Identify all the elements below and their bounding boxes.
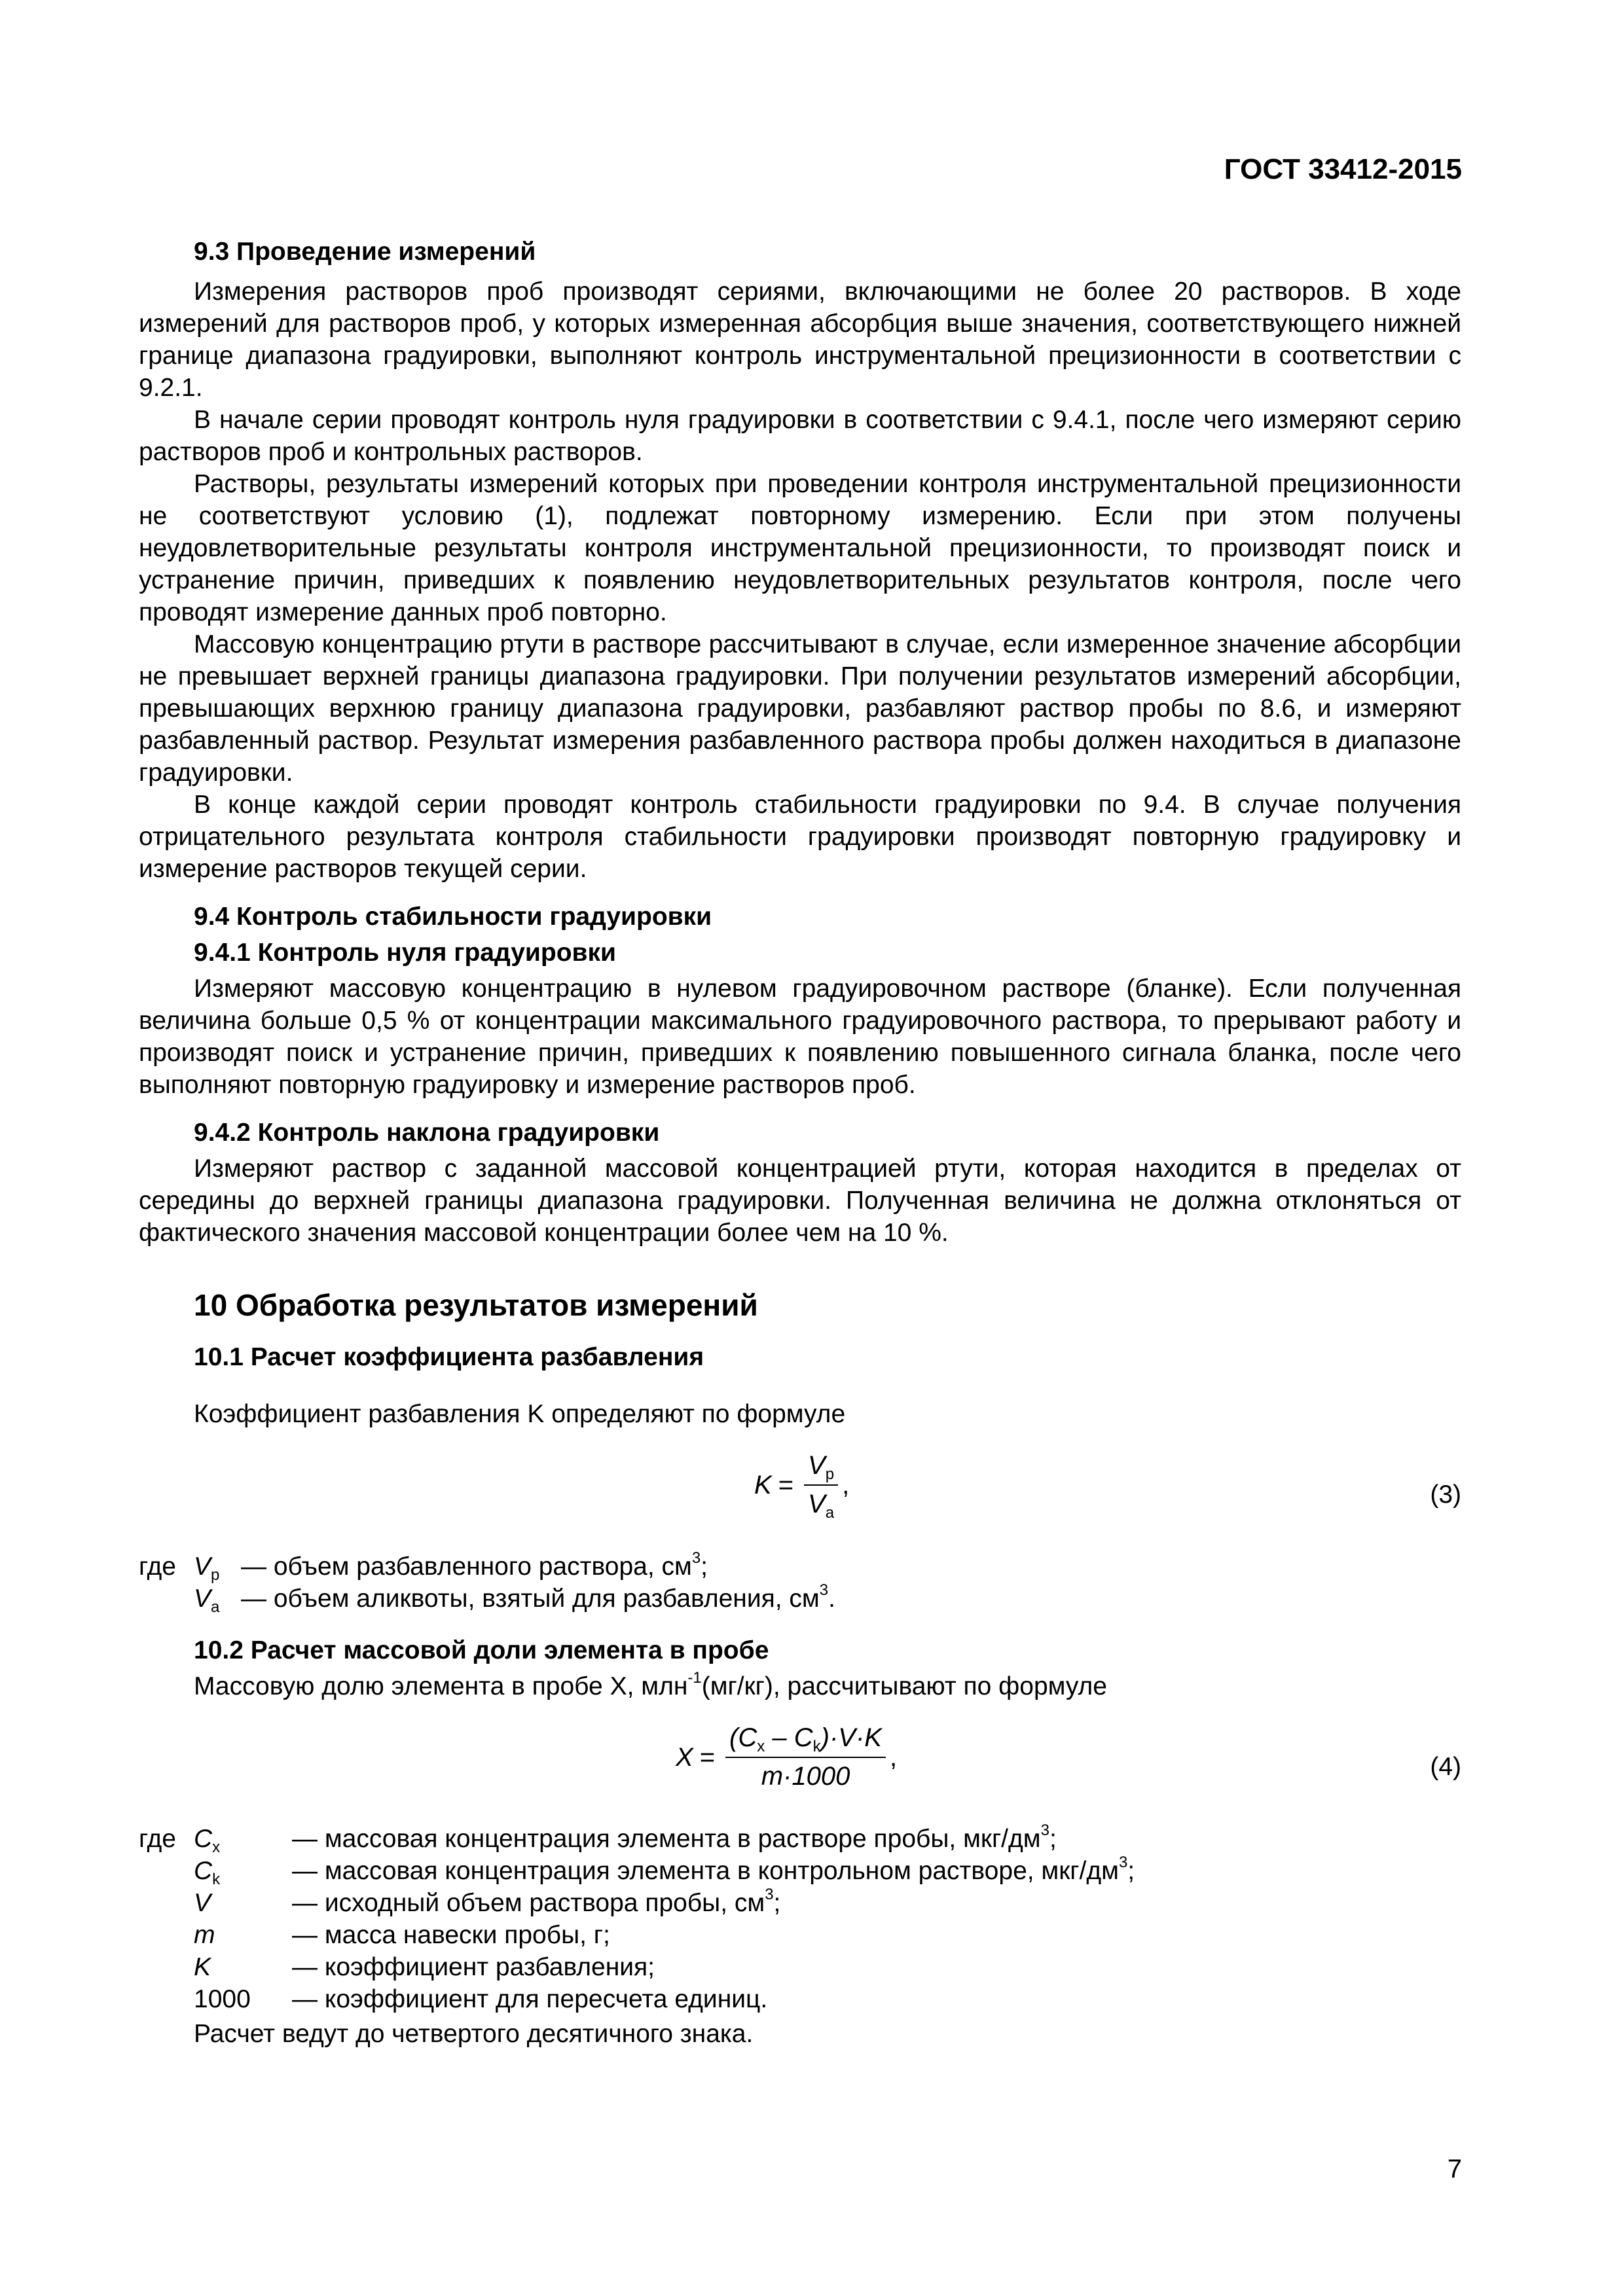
formula-lhs: X	[676, 1742, 693, 1772]
legend-symbol	[194, 1855, 292, 1887]
formula-lhs: K	[754, 1470, 772, 1499]
legend-symbol	[194, 1951, 292, 1983]
closing-note: Расчет ведут до четвертого десятичного знака.	[194, 2020, 754, 2048]
legend-spacer	[139, 1919, 194, 1951]
legend-text: — масса навески пробы, г;	[292, 1921, 610, 1949]
term: (C	[729, 1723, 757, 1752]
formula-3	[139, 1450, 1461, 1547]
subscript: k	[812, 1738, 821, 1755]
formula-4	[139, 1722, 1461, 1819]
symbol: V	[194, 1889, 211, 1917]
legend-row	[139, 1983, 1461, 2015]
section-9-4-2-title: 9.4.2 Контроль наклона градуировки	[194, 1119, 660, 1147]
text: — массовая концентрация элемента в контрольном растворе, мкг/дм	[292, 1857, 1119, 1885]
legend-symbol	[194, 1551, 241, 1583]
paragraph: Измерения растворов проб производят сериями, включающими не более 20 растворов. В ходе измерений для растворов проб, у которых измеренная абсорбция выше значения, соответствующего нижней границе диапазона градуировки, выполняют контроль инструментальной прецизионности в соответствии с 9.2.1.	[139, 278, 1461, 402]
formula-trail: ,	[842, 1470, 850, 1499]
symbol: C	[194, 1857, 213, 1885]
text: — объем аликвоты, взятый для разбавления, см	[241, 1585, 820, 1613]
document-id: ГОСТ 33412-2015	[1224, 153, 1462, 185]
legend-text: — коэффициент для пересчета единиц.	[292, 1985, 768, 2013]
paragraph: В начале серии проводят контроль нуля градуировки в соответствии с 9.4.1, после чего измеряют серию растворов проб и контрольных растворов.	[139, 406, 1461, 466]
symbol: K	[194, 1953, 211, 1981]
paragraph: Измеряют массовую концентрацию в нулевом градуировочном растворе (бланке). Если полученная величина больше 0,5 % от концентрации максимального градуировочного раствора, то прерывают работу и производят поиск и устранение причин, приведших к появлению повышенного сигнала бланка, после чего выполняют повторную градуировку и измерение растворов проб.	[139, 975, 1461, 1099]
section-9-4-title: 9.4 Контроль стабильности градуировки	[194, 903, 712, 931]
fraction-numerator	[804, 1450, 838, 1486]
superscript: 3	[691, 1549, 701, 1567]
fraction-numerator	[725, 1722, 886, 1758]
section-10-1-title: 10.1 Расчет коэффициента разбавления	[194, 1343, 704, 1371]
legend-label: где	[139, 1552, 176, 1581]
legend-label: где	[139, 1825, 176, 1853]
subscript: p	[211, 1566, 220, 1584]
symbol: m	[194, 1921, 215, 1949]
subscript: k	[212, 1871, 221, 1888]
subscript: a	[825, 1504, 835, 1522]
section-9-4-1-body	[139, 973, 1461, 1101]
legend-text	[292, 1887, 780, 1919]
text: — объем разбавленного раствора, см	[241, 1552, 692, 1581]
var-v: V	[808, 1490, 826, 1518]
legend-symbol	[194, 1823, 292, 1855]
legend-spacer	[139, 1951, 194, 1983]
formula-4-intro	[139, 1670, 1461, 1702]
superscript: -1	[687, 1669, 702, 1687]
section-9-4-2-body	[139, 1153, 1461, 1249]
fraction	[725, 1722, 886, 1793]
legend-symbol	[194, 1887, 292, 1919]
text: (мг/кг), рассчитывают по формуле	[701, 1672, 1107, 1700]
legend-row	[139, 1919, 1461, 1951]
section-9-4-1-title: 9.4.1 Контроль нуля градуировки	[194, 939, 616, 967]
punct: .	[828, 1585, 835, 1613]
legend-spacer	[139, 1583, 194, 1615]
legend-spacer	[139, 1887, 194, 1919]
symbol: C	[194, 1825, 213, 1853]
legend-row	[139, 1951, 1461, 1983]
legend-text	[292, 1823, 1057, 1855]
text: — массовая концентрация элемента в растворе пробы, мкг/дм	[292, 1825, 1041, 1853]
formula-4-expression	[676, 1722, 897, 1793]
superscript: 3	[1118, 1854, 1128, 1871]
page-content	[139, 236, 1461, 2050]
paragraph: Растворы, результаты измерений которых при проведении контроля инструментальной прецизионности не соответствуют условию (1), подлежат повторному измерению. Если при этом получены неудовлетворительные результаты контроля инструментальной прецизионности, то производят поиск и устранение причин, приведших к появлению неудовлетворительных результатов контроля, после чего проводят измерение данных проб повторно.	[139, 470, 1461, 626]
equation-number: (4)	[1430, 1753, 1461, 1781]
legend-row	[139, 1855, 1461, 1887]
legend-symbol	[194, 1583, 241, 1615]
section-9-3-body	[139, 276, 1461, 885]
superscript: 3	[765, 1886, 774, 1903]
fraction-denominator	[761, 1758, 850, 1793]
subscript: a	[211, 1598, 220, 1616]
punct: ;	[1127, 1857, 1135, 1885]
formula-4-legend	[139, 1823, 1461, 2015]
paragraph: В конце каждой серии проводят контроль стабильности градуировки по 9.4. В случае получения отрицательного результата контроля стабильности градуировки производят повторную градуировку и измерение растворов текущей серии.	[139, 791, 1461, 883]
legend-text	[292, 1855, 1135, 1887]
formula-3-legend	[139, 1551, 1461, 1615]
legend-row	[139, 1583, 1461, 1615]
fraction-denominator	[808, 1486, 834, 1520]
formula-3-intro: Коэффициент разбавления K определяют по формуле	[194, 1400, 846, 1428]
page-number: 7	[1447, 2155, 1462, 2183]
subscript: x	[757, 1738, 765, 1755]
legend-symbol	[194, 1919, 292, 1951]
fraction	[804, 1450, 838, 1520]
punct: ;	[701, 1552, 708, 1581]
legend-row	[139, 1887, 1461, 1919]
punct: ;	[773, 1889, 781, 1917]
legend-text: — коэффициент разбавления;	[292, 1953, 655, 1981]
legend-text	[241, 1551, 708, 1583]
section-10-2-title: 10.2 Расчет массовой доли элемента в пробе	[194, 1636, 769, 1664]
superscript: 3	[1040, 1821, 1049, 1839]
legend-row	[139, 1823, 1461, 1855]
equation-number: (3)	[1430, 1480, 1461, 1509]
symbol: V	[194, 1552, 211, 1581]
term: – C	[765, 1723, 813, 1752]
text: Массовую долю элемента в пробе X, млн	[194, 1672, 688, 1700]
legend-spacer	[139, 1983, 194, 2015]
symbol: V	[194, 1585, 211, 1613]
term: )·V·K	[820, 1723, 882, 1752]
subscript: x	[212, 1839, 221, 1856]
punct: ;	[1049, 1825, 1057, 1853]
text: — исходный объем раствора пробы, см	[292, 1889, 765, 1917]
superscript: 3	[819, 1581, 829, 1599]
section-9-3-title: 9.3 Проведение измерений	[194, 238, 536, 266]
term: m·1000	[761, 1762, 850, 1791]
paragraph: Массовую концентрацию ртути в растворе рассчитывают в случае, если измеренное значение абсорбции не превышает верхней границы диапазона градуировки. При получении результатов измерений абсорбции, превышающих верхнюю границу диапазона градуировки, разбавляют раствор пробы по 8.6, и измеряют разбавленный раствор. Результат измерения разбавленного раствора пробы должен находиться в диапазоне градуировки.	[139, 630, 1461, 787]
legend-row	[139, 1551, 1461, 1583]
legend-symbol: 1000	[194, 1985, 251, 2013]
subscript: p	[825, 1465, 835, 1483]
equals-sign: =	[699, 1742, 716, 1772]
formula-3-expression	[754, 1450, 849, 1520]
paragraph: Измеряют раствор с заданной массовой концентрацией ртути, которая находится в пределах от середины до верхней границы диапазона градуировки. Полученная величина не должна отклоняться от фактического значения массовой концентрации более чем на 10 %.	[139, 1155, 1461, 1247]
legend-text	[241, 1583, 835, 1615]
var-v: V	[808, 1451, 826, 1480]
formula-trail: ,	[889, 1742, 898, 1772]
equals-sign: =	[778, 1470, 794, 1499]
legend-spacer	[139, 1855, 194, 1887]
section-10-title: 10 Обработка результатов измерений	[194, 1288, 758, 1322]
